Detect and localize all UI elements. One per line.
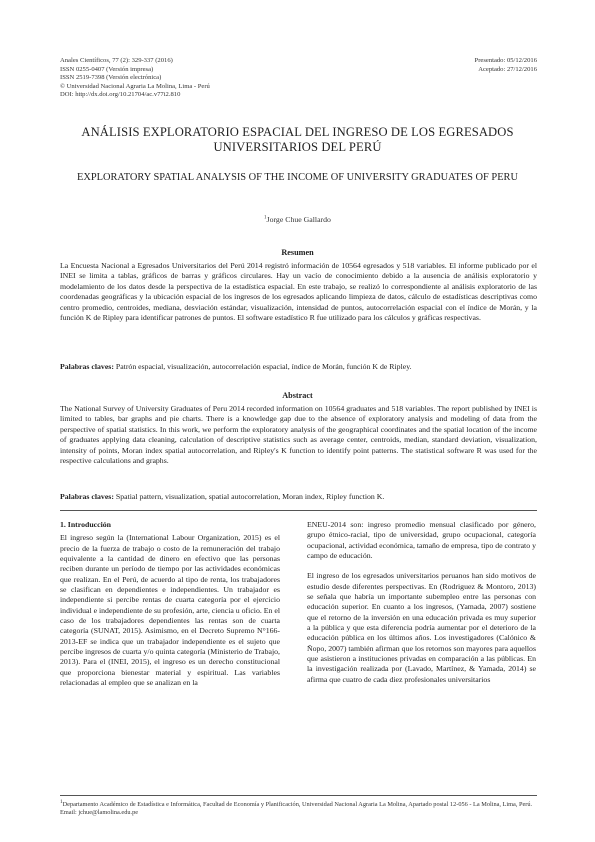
resumen-text: La Encuesta Nacional a Egresados Universitarios del Perú 2014 registró información de 10564 egresados y 518 variables. El informe publicado por el INEI se limita a tablas, gráficos de barras y gráficos circulares. Hay un vacío de conocimiento debido a la ausencia de análisis exploratorio y modelamiento de los datos desde la perspectiva de la estadística espacial. En este trabajo, se realizó lo correspondiente al análisis exploratorio de las coordenadas geográficas y la ubicación espacial de los ingresos de los egresados aplicando limpieza de datos, cálculo de estadísticas descriptivas como centro promedio, centroides, mediana, desviación estándar, visualización, intensidad de puntos, autocorrelación espacial con el índice de Morán, y la función K de Ripley para identificar patrones de puntos. El software estadístico R fue utilizado para los cálculos y gráficas respectivas.	[60, 261, 537, 323]
date-presented: Presentado: 05/12/2016	[474, 57, 537, 64]
body-paragraph: ENEU-2014 son: ingreso promedio mensual clasificado por género, grupo étnico-racial, tipo de universidad, grupo ocupacional, categoría ocupacional, actividad económica, tamaño de empresa, tipo de contrato y campo de educación.	[307, 520, 536, 561]
submission-dates	[387, 57, 537, 74]
abstract-heading: Abstract	[282, 391, 313, 400]
abstract-text: The National Survey of University Graduates of Peru 2014 recorded information on 10564 graduates and 518 variables. The report published by INEI is limited to tables, bar graphs and pie charts. There is a knowledge gap due to the absence of exploratory analysis and modeling of data from the perspective of spatial statistics. In this work, we perform the exploratory analysis of the geographical coordinates and the spatial location of the income of graduates applying data cleaning, calculation of descriptive statistics such as average center, centroids, median, standard deviation, visualization, intensity of points, Moran index spatial autocorrelation, and Ripley's K function to identify point patterns. The statistical software R was used for the respective calculations and graphs.	[60, 404, 537, 466]
date-accepted: Aceptado: 27/12/2016	[478, 65, 537, 73]
footnote-divider	[60, 795, 537, 796]
author-affiliation-mark: 1	[264, 215, 267, 221]
issn-print: ISSN 0255-0407 (Versión impresa)	[60, 65, 154, 73]
footnote	[60, 798, 537, 818]
body-column-left	[60, 520, 280, 689]
author-line	[0, 215, 595, 224]
abstract-keywords-label: Palabras claves:	[60, 492, 114, 501]
body-column-right	[307, 520, 536, 685]
journal-info	[60, 57, 360, 100]
journal-citation: Anales Científicos, 77 (2): 329-337 (2016)	[60, 57, 173, 64]
copyright-line: © Universidad Nacional Agraria La Molina, Lima - Perú	[60, 82, 210, 90]
resumen-keywords-label: Palabras claves:	[60, 362, 114, 371]
title-spanish: ANÁLISIS EXPLORATORIO ESPACIAL DEL INGRESO DE LOS EGRESADOS UNIVERSITARIOS DEL PERÚ	[81, 125, 514, 154]
title-english: EXPLORATORY SPATIAL ANALYSIS OF THE INCOME OF UNIVERSITY GRADUATES OF PERU	[77, 172, 518, 183]
footnote-text: Departamento Académico de Estadística e Informática, Facultad de Economía y Planificación, Universidad Nacional Agraria La Molina, Apartado postal 12-056 - La Molina, Lima, Perú. Email: jchue@lamolina.edu.pe	[60, 801, 533, 817]
doi-link[interactable]: DOI: http://dx.doi.org/10.21704/ac.v77i2.810	[60, 91, 181, 99]
section-divider	[60, 510, 537, 511]
issn-electronic: ISSN 2519-7398 (Versión electrónica)	[60, 74, 162, 82]
resumen-keywords-text: Patrón espacial, visualización, autocorrelación espacial, índice de Morán, función K de Ripley.	[115, 362, 412, 371]
abstract-keywords	[60, 492, 537, 502]
abstract-keywords-text: Spatial pattern, visualization, spatial autocorrelation, Moran index, Ripley function K.	[115, 492, 385, 501]
body-paragraph: El ingreso según la (International Labour Organization, 2015) es el precio de la fuerza de trabajo o costo de la remuneración del trabajo equivalente a la cantidad de dinero en efectivo que las personas reciben durante un período de tiempo por las actividades económicas que realizan. En el Perú, de acuerdo al tipo de renta, los trabajadores se clasifican en dependientes e independientes. Un trabajador es independiente si percibe rentas de cuarta categoría por el ejercicio individual e independiente de su profesión, arte, ciencia u oficio. En el caso de los trabajadores dependientes las rentas son de cuarta categoría (SUNAT, 2015). Asimismo, en el Decreto Supremo N°166-2013-EF se indica que un trabajador independiente es el sujeto que percibe ingresos de cuarta y/o quinta categoría (Ministerio de Trabajo, 2013). Para el (INEI, 2015), el ingreso es un derecho constitucional que proporciona bienestar material y espiritual. Las variables relacionadas al empleo que se analizan en la	[60, 533, 280, 688]
body-paragraph: El ingreso de los egresados universitarios peruanos han sido motivos de estudio desde diferentes perspectivas. En (Rodriguez & Montoro, 2013) se señala que habría un importante subempleo entre las personas con educación superior. En cuanto a los ingresos, (Yamada, 2007) sostiene que el retorno de la inversión en una educación privada es muy superior a la pública y que esta diferencia podría aumentar por el deterioro de la educación pública en los últimos años. Los investigadores (Calónico & Ñopo, 2007) también afirman que los retornos son mayores para aquellos que asistieron a instituciones privadas en comparación a las públicas. En la investigación realizada por (Lavado, Martínez, & Yamada, 2014) se afirma que cuatro de cada diez profesionales universitarios	[307, 571, 536, 684]
resumen-keywords	[60, 362, 537, 372]
introduction-heading: 1. Introducción	[60, 520, 111, 529]
author-name: Jorge Chue Gallardo	[266, 215, 331, 224]
resumen-heading: Resumen	[281, 248, 314, 257]
footnote-mark: 1	[60, 799, 63, 805]
